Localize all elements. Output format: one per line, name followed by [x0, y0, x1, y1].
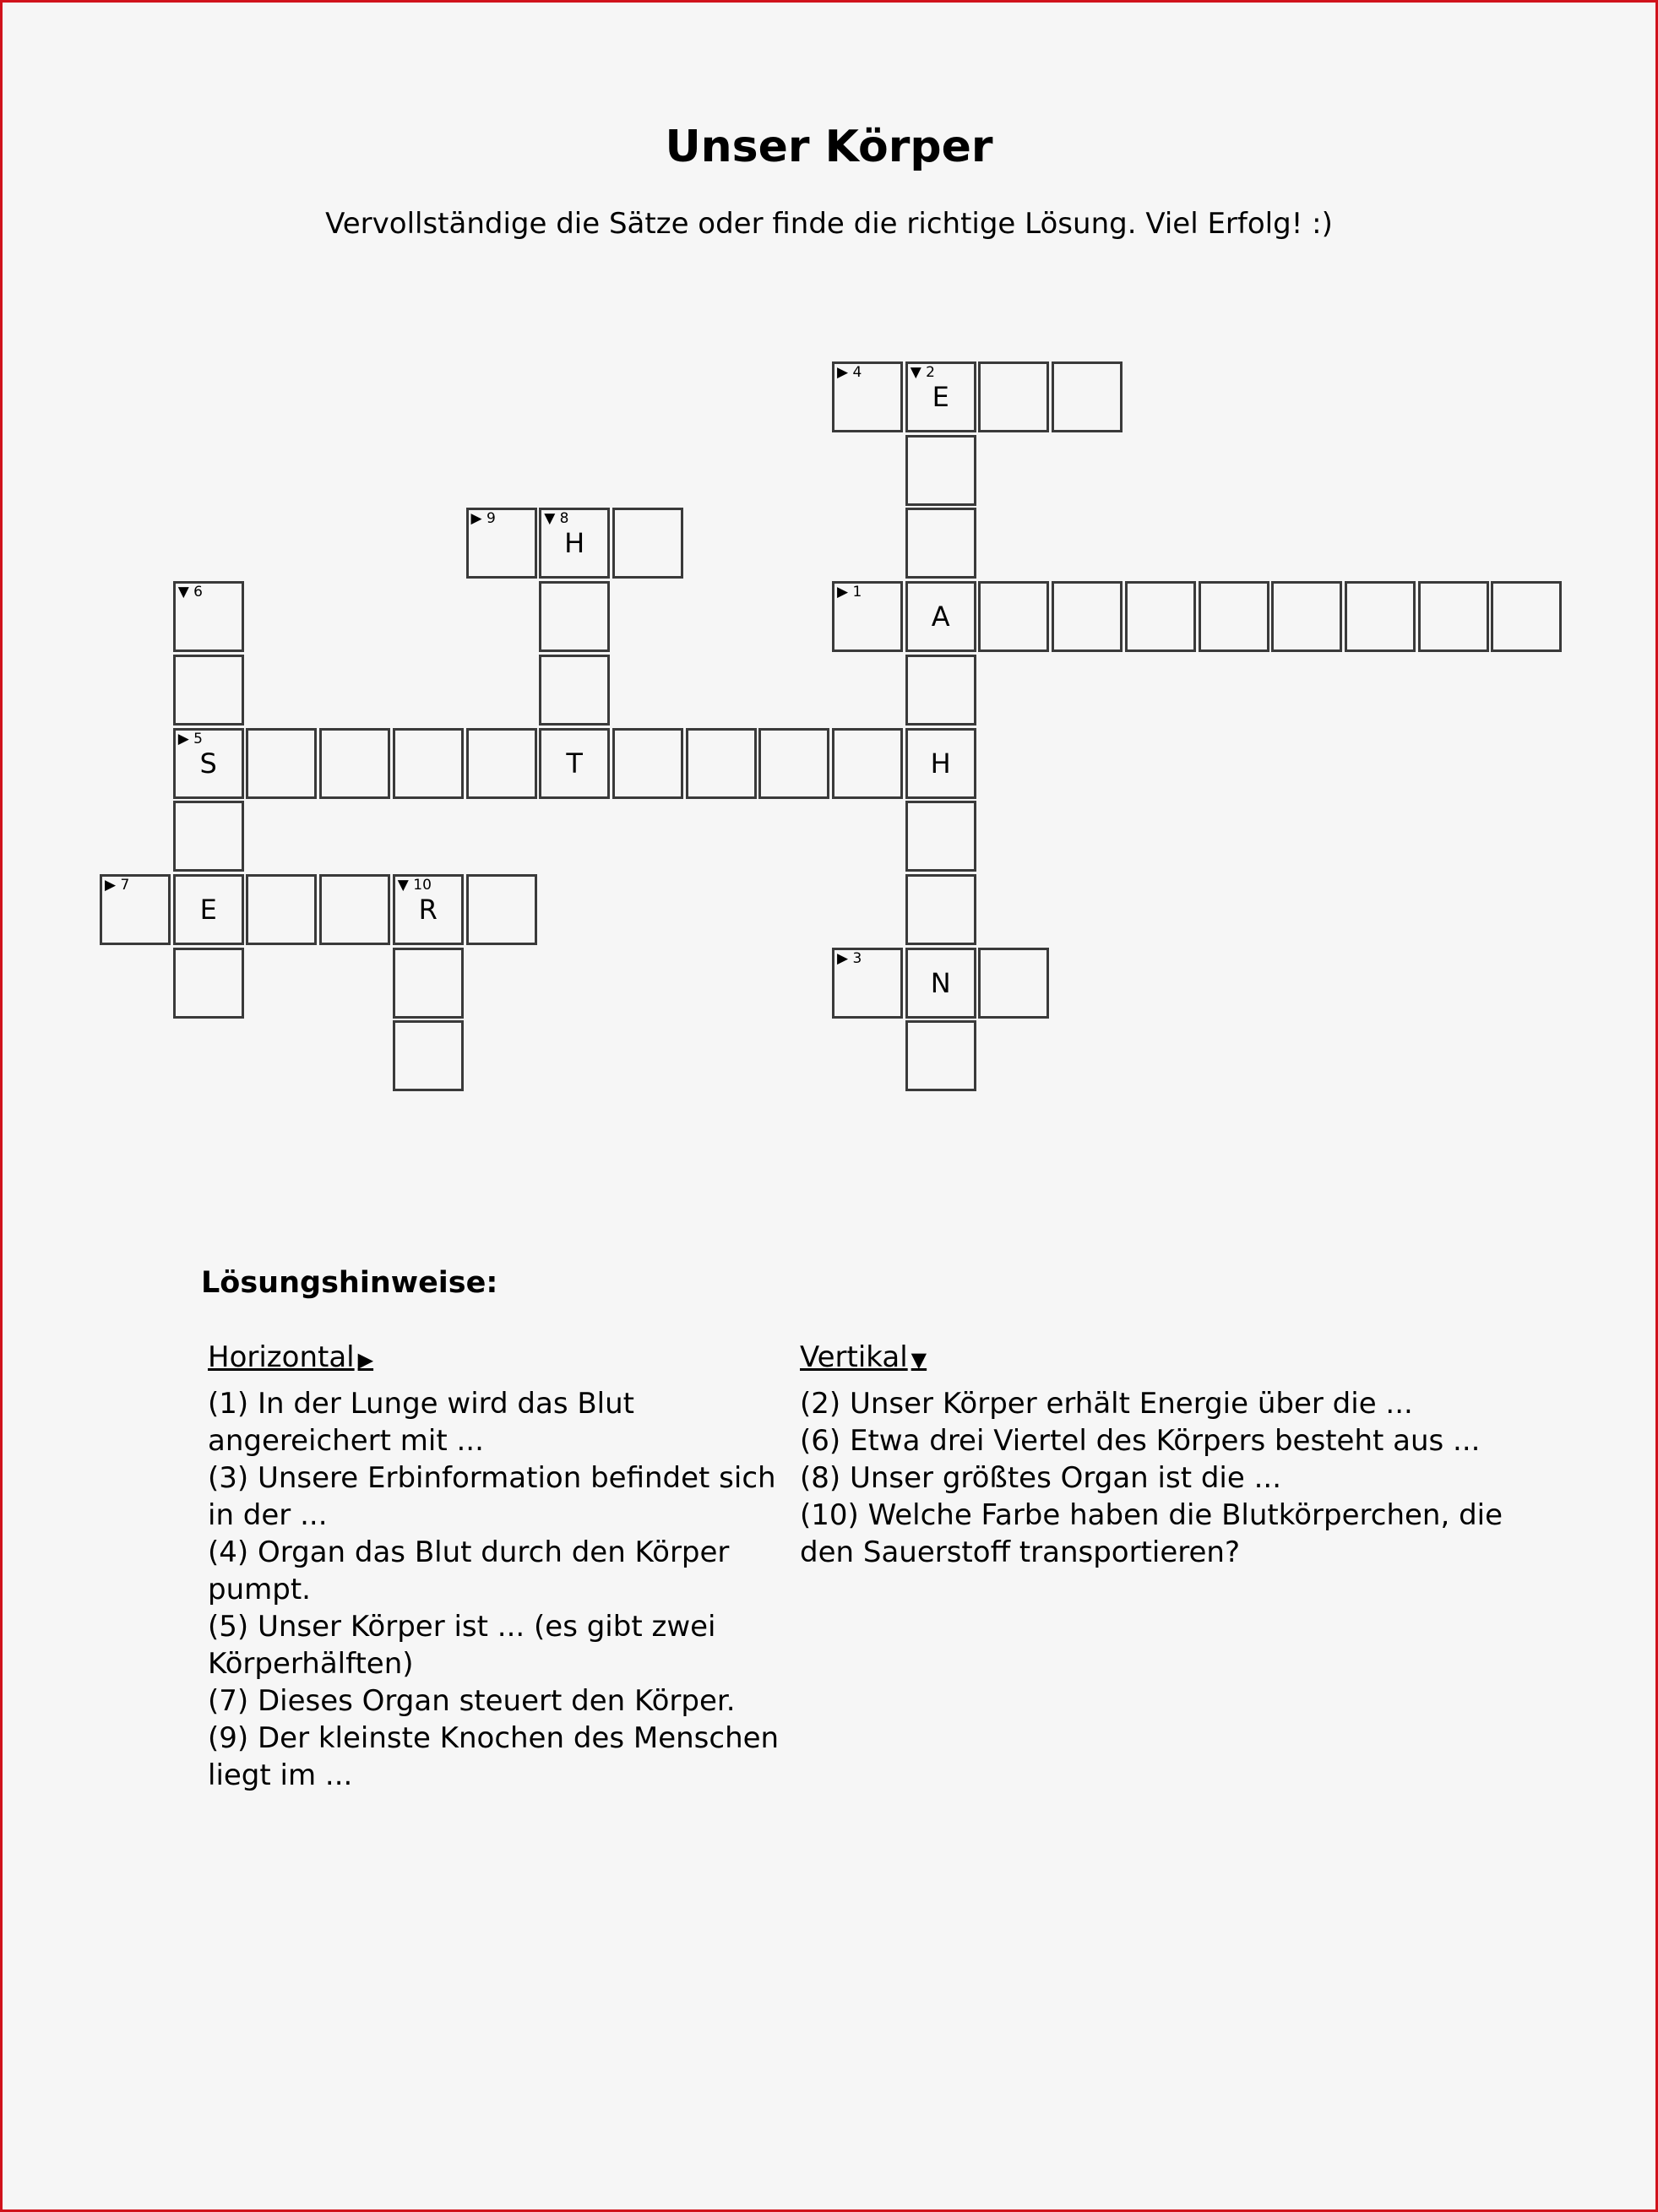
clue-horizontal-5: (5) Unser Körper ist ... (es gibt zwei Körperhälften) — [208, 1610, 716, 1681]
crossword-cell[interactable] — [173, 581, 244, 652]
crossword-cell[interactable] — [905, 948, 976, 1019]
cell-letter: S — [199, 747, 217, 780]
clue-number: ▼ 8 — [544, 510, 569, 528]
clue-number: ▼ 2 — [910, 364, 935, 381]
crossword-cell[interactable] — [978, 581, 1049, 652]
vertical-clues-column — [800, 1339, 1560, 1571]
crossword-cell[interactable] — [466, 508, 537, 579]
crossword-cell[interactable] — [100, 874, 171, 945]
crossword-cell[interactable] — [319, 874, 390, 945]
cell-letter: R — [418, 893, 438, 926]
cell-letter: A — [931, 601, 950, 633]
crossword-cell[interactable] — [905, 1020, 976, 1091]
crossword-cell[interactable] — [905, 435, 976, 506]
crossword-cell[interactable] — [466, 728, 537, 799]
clue-horizontal-4: (4) Organ das Blut durch den Körper pumpt. — [208, 1535, 730, 1606]
crossword-cell[interactable] — [905, 874, 976, 945]
crossword-cell[interactable] — [173, 874, 244, 945]
cell-letter: H — [930, 747, 951, 780]
crossword-cell[interactable] — [1271, 581, 1342, 652]
crossword-cell[interactable] — [539, 508, 610, 579]
crossword-cell[interactable] — [1052, 361, 1123, 432]
crossword-cell[interactable] — [978, 948, 1049, 1019]
crossword-cell[interactable] — [905, 801, 976, 872]
clue-vertical-8: (8) Unser größtes Organ ist die ... — [800, 1461, 1282, 1495]
crossword-grid — [3, 3, 1658, 1185]
crossword-cell[interactable] — [393, 728, 464, 799]
clue-number: ▶ 3 — [837, 949, 862, 967]
horizontal-clues-column — [208, 1339, 791, 1794]
arrow-down-icon: ▼ — [911, 1348, 927, 1372]
crossword-cell[interactable] — [1125, 581, 1196, 652]
arrow-right-icon: ▶ — [357, 1348, 374, 1372]
clue-horizontal-9: (9) Der kleinste Knochen des Menschen liegt im ... — [208, 1721, 780, 1792]
crossword-cell[interactable] — [832, 728, 903, 799]
crossword-cell[interactable] — [905, 655, 976, 726]
page-title: Unser Körper — [665, 122, 993, 172]
crossword-cell[interactable] — [246, 728, 317, 799]
cell-letter: T — [566, 747, 583, 780]
clue-horizontal-7: (7) Dieses Organ steuert den Körper. — [208, 1684, 736, 1718]
crossword-cell[interactable] — [393, 948, 464, 1019]
crossword-cell[interactable] — [393, 1020, 464, 1091]
cell-letter: N — [930, 966, 951, 999]
horizontal-heading-label: Horizontal — [208, 1340, 355, 1374]
cell-letter: E — [932, 381, 949, 413]
crossword-cell[interactable] — [612, 508, 683, 579]
horizontal-heading — [208, 1339, 791, 1378]
clue-number: ▶ 7 — [105, 876, 130, 894]
clue-number: ▶ 1 — [837, 584, 862, 601]
crossword-cell[interactable] — [905, 508, 976, 579]
crossword-cell[interactable] — [905, 361, 976, 432]
crossword-cell[interactable] — [686, 728, 757, 799]
crossword-cell[interactable] — [173, 948, 244, 1019]
hints-title: Lösungshinweise: — [201, 1266, 498, 1300]
clue-number: ▼ 10 — [397, 876, 432, 894]
crossword-cell[interactable] — [758, 728, 829, 799]
cell-letter: E — [199, 893, 217, 926]
crossword-cell[interactable] — [1199, 581, 1269, 652]
crossword-cell[interactable] — [1345, 581, 1416, 652]
crossword-cell[interactable] — [612, 728, 683, 799]
crossword-cell[interactable] — [173, 728, 244, 799]
crossword-cell[interactable] — [393, 874, 464, 945]
clue-vertical-10: (10) Welche Farbe haben die Blutkörperchen, die den Sauerstoff transportieren? — [800, 1498, 1503, 1569]
crossword-cell[interactable] — [173, 801, 244, 872]
cell-letter: H — [564, 527, 585, 560]
crossword-cell[interactable] — [905, 728, 976, 799]
crossword-cell[interactable] — [1052, 581, 1123, 652]
clue-vertical-6: (6) Etwa drei Viertel des Körpers besteht aus ... — [800, 1424, 1481, 1458]
crossword-cell[interactable] — [466, 874, 537, 945]
clue-number: ▶ 5 — [177, 730, 203, 747]
clue-number: ▼ 6 — [177, 584, 203, 601]
crossword-cell[interactable] — [539, 581, 610, 652]
crossword-cell[interactable] — [832, 948, 903, 1019]
crossword-cell[interactable] — [1491, 581, 1562, 652]
crossword-cell[interactable] — [905, 581, 976, 652]
crossword-cell[interactable] — [319, 728, 390, 799]
crossword-cell[interactable] — [173, 655, 244, 726]
crossword-cell[interactable] — [1418, 581, 1489, 652]
crossword-cell[interactable] — [832, 361, 903, 432]
clue-number: ▶ 4 — [837, 364, 862, 381]
crossword-cell[interactable] — [978, 361, 1049, 432]
crossword-cell[interactable] — [832, 581, 903, 652]
clue-vertical-2: (2) Unser Körper erhält Energie über die ... — [800, 1387, 1413, 1421]
vertical-heading-label: Vertikal — [800, 1340, 908, 1374]
crossword-cell[interactable] — [539, 655, 610, 726]
clue-number: ▶ 9 — [470, 510, 496, 528]
clue-horizontal-1: (1) In der Lunge wird das Blut angereichert mit ... — [208, 1387, 635, 1458]
crossword-cell[interactable] — [539, 728, 610, 799]
crossword-cell[interactable] — [246, 874, 317, 945]
page-subtitle: Vervollständige die Sätze oder finde die richtige Lösung. Viel Erfolg! :) — [325, 207, 1333, 241]
clue-horizontal-3: (3) Unsere Erbinformation befindet sich in der ... — [208, 1461, 776, 1532]
vertical-heading — [800, 1339, 1560, 1378]
